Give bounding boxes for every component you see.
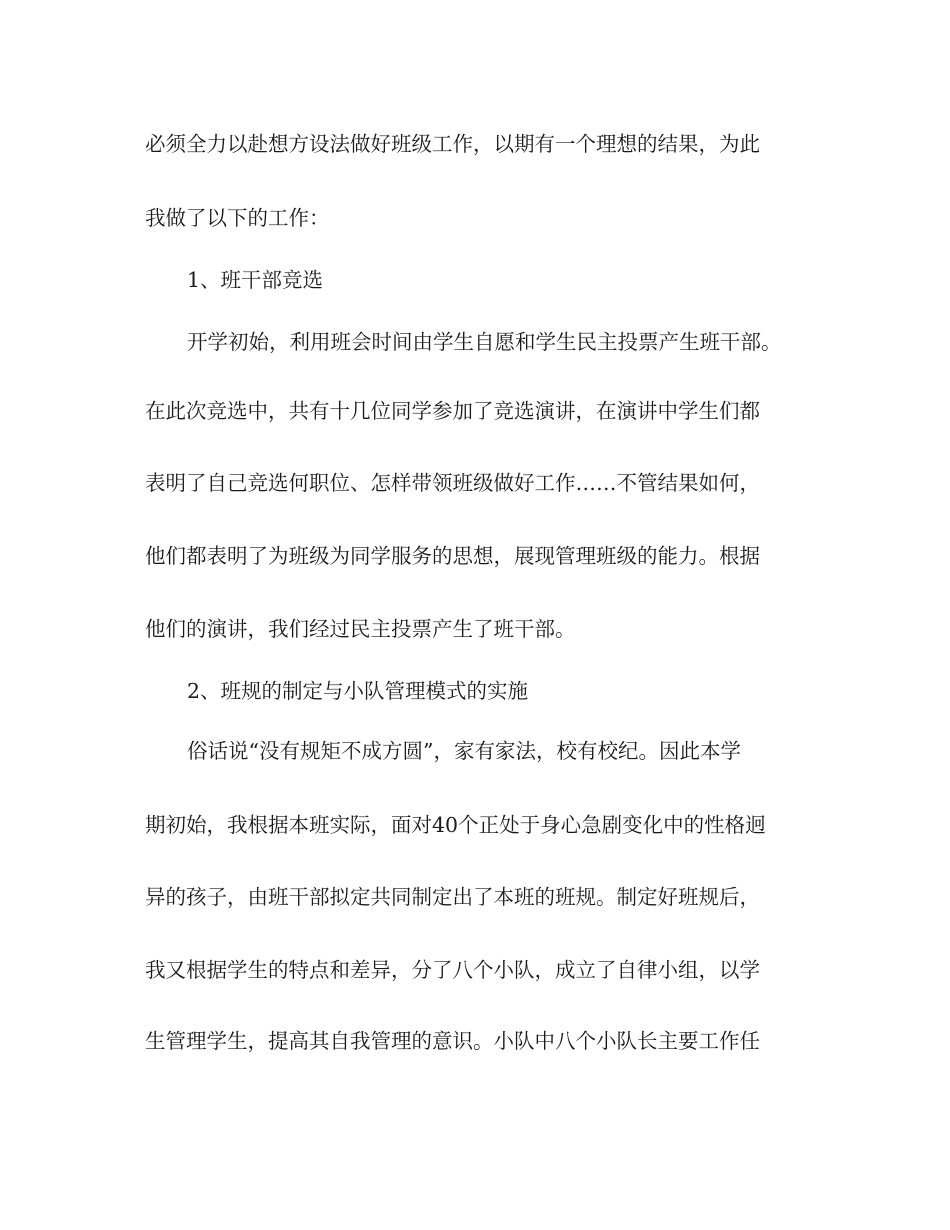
paragraph-line: 期初始，我根据本班实际，面对40个正处于身心急剧变化中的性格迥 (145, 813, 766, 837)
paragraph-line: 俗话说“没有规矩不成方圆”，家有家法，校有校纪。因此本学 (187, 739, 741, 763)
section-heading: 1、班干部竞选 (187, 268, 324, 292)
paragraph-line: 他们都表明了为班级为同学服务的思想，展现管理班级的能力。根据 (145, 544, 760, 568)
paragraph-line: 我做了以下的工作： (145, 206, 330, 230)
paragraph-line: 生管理学生，提高其自我管理的意识。小队中八个小队长主要工作任 (145, 1029, 760, 1053)
paragraph-line: 异的孩子，由班干部拟定共同制定出了本班的班规。制定好班规后， (145, 885, 760, 909)
paragraph-line: 他们的演讲，我们经过民主投票产生了班干部。 (145, 617, 576, 641)
paragraph-line: 必须全力以赴想方设法做好班级工作，以期有一个理想的结果，为此 (145, 132, 760, 156)
section-heading: 2、班规的制定与小队管理模式的实施 (187, 679, 529, 703)
paragraph-line: 表明了自己竞选何职位、怎样带领班级做好工作……不管结果如何， (145, 471, 760, 495)
paragraph-line: 在此次竞选中，共有十几位同学参加了竞选演讲，在演讲中学生们都 (145, 399, 760, 423)
paragraph-line: 我又根据学生的特点和差异，分了八个小队，成立了自律小组，以学 (145, 958, 760, 982)
paragraph-line: 开学初始，利用班会时间由学生自愿和学生民主投票产生班干部。 (187, 330, 782, 354)
